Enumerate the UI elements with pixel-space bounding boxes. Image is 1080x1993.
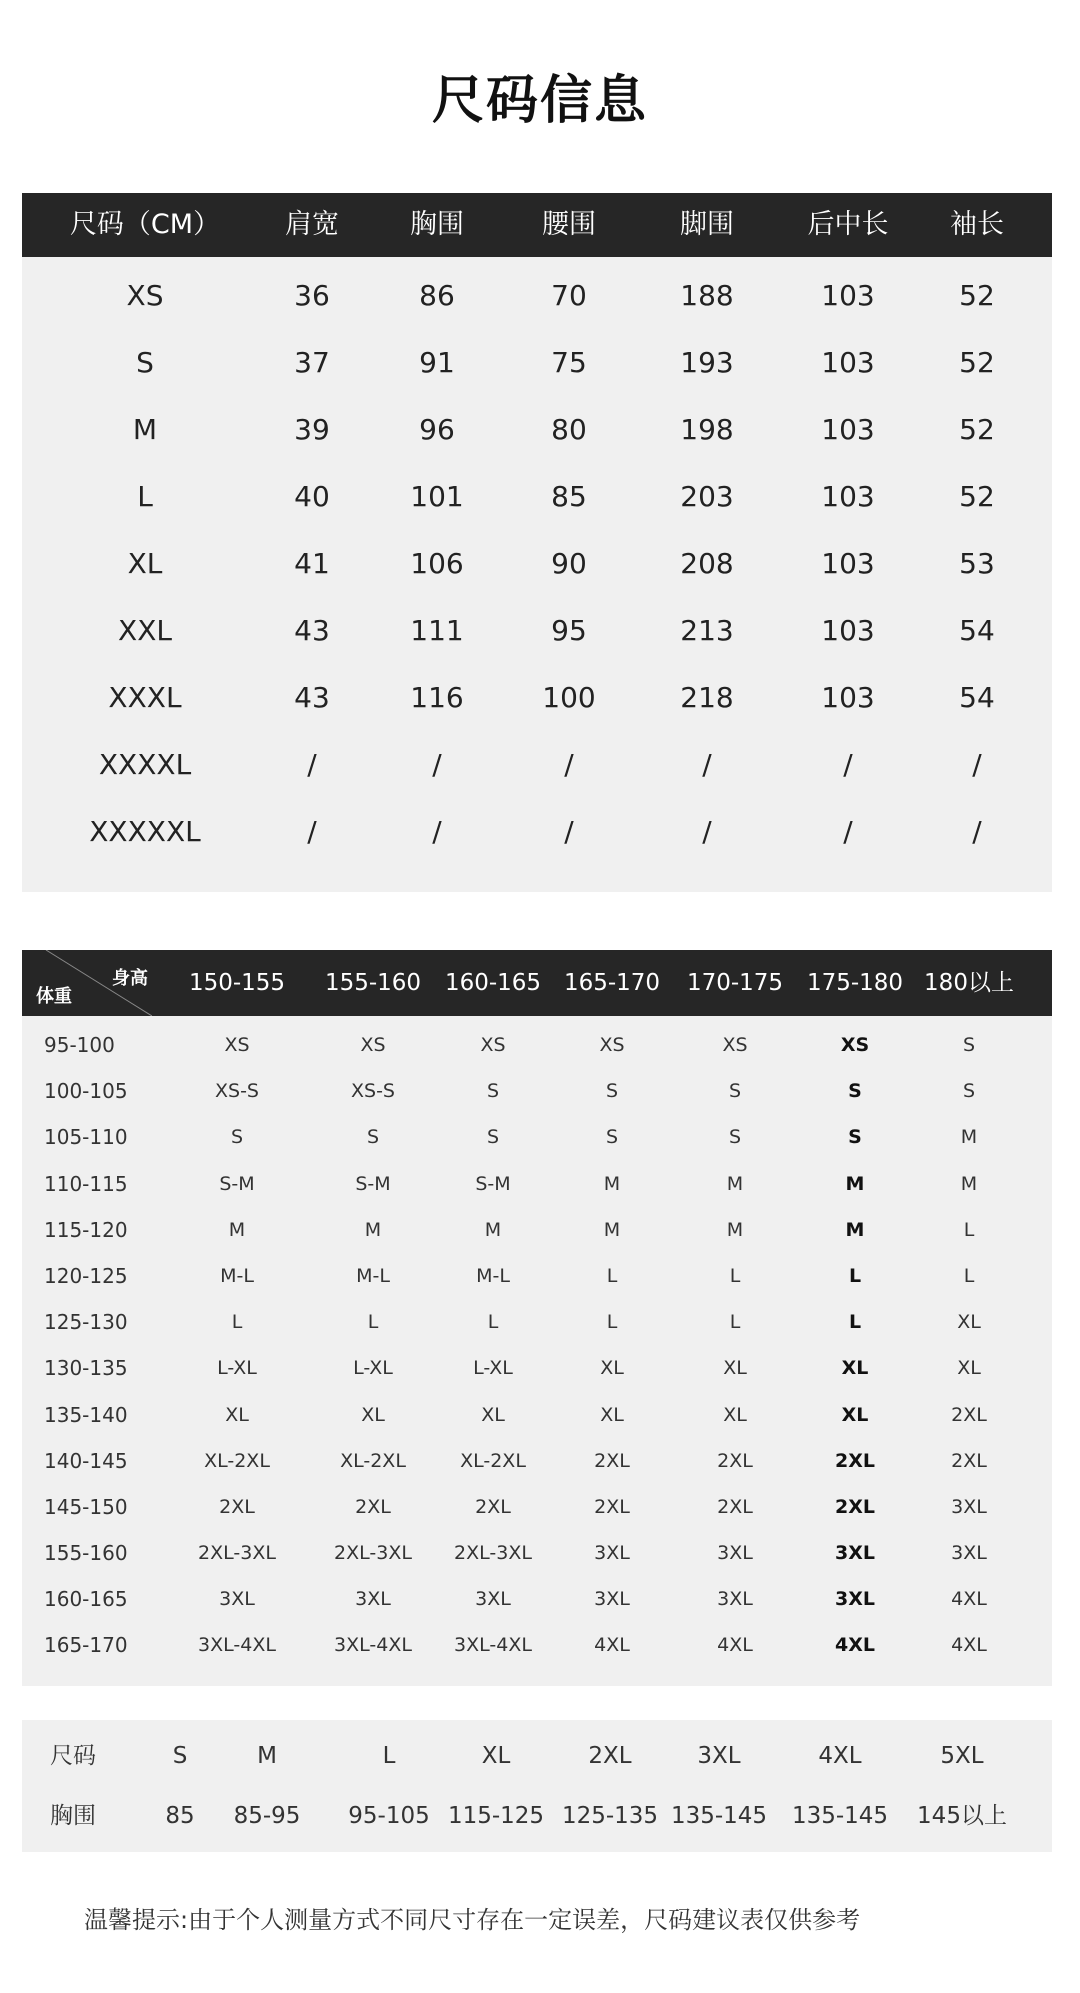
page-title: 尺码信息 xyxy=(431,71,648,131)
recommended-size-cell: L xyxy=(963,1218,975,1241)
weight-range-label: 160-165 xyxy=(44,1587,128,1612)
recommended-size-cell: XS xyxy=(480,1034,506,1056)
weight-corner-label: 体重 xyxy=(36,986,72,1007)
table-row xyxy=(22,1299,1052,1345)
measurement-cell: 85 xyxy=(551,480,587,513)
recommended-size-cell: M-L xyxy=(356,1264,390,1287)
recommended-size-cell: S xyxy=(605,1080,619,1103)
recommended-size-cell: S xyxy=(728,1080,742,1103)
recommended-size-cell: XS xyxy=(224,1034,250,1056)
weight-range-label: 110-115 xyxy=(44,1171,128,1196)
recommended-size-cell: 4XL xyxy=(951,1634,987,1657)
recommended-size-cell: 3XL-4XL xyxy=(454,1634,532,1657)
table-row xyxy=(22,731,1052,798)
recommended-size-cell: L xyxy=(848,1264,862,1287)
chest-table-size-row xyxy=(22,1726,1052,1786)
chest-cell: 145以上 xyxy=(917,1803,1007,1829)
recommended-size-cell: 3XL xyxy=(835,1542,875,1565)
recommended-size-cell: 2XL-3XL xyxy=(198,1542,276,1565)
recommended-size-cell: 3XL xyxy=(951,1495,987,1518)
recommended-size-cell: M xyxy=(484,1218,502,1241)
size-table-header-cell: 后中长 xyxy=(807,209,889,240)
measurement-cell: / xyxy=(702,748,712,781)
size-cell: XL xyxy=(481,1743,511,1769)
recommended-size-cell: XL xyxy=(600,1403,624,1426)
measurement-cell: 111 xyxy=(410,614,464,647)
chest-row-label: 胸围 xyxy=(50,1803,96,1829)
weight-range-label: 105-110 xyxy=(44,1125,128,1150)
table-row xyxy=(22,262,1052,329)
measurement-cell: 103 xyxy=(821,681,875,714)
recommended-size-cell: XL xyxy=(723,1403,747,1426)
weight-range-label: 140-145 xyxy=(44,1448,128,1473)
measurement-cell: 101 xyxy=(410,480,464,513)
size-table-header xyxy=(22,193,1052,257)
size-table-header-cell: 袖长 xyxy=(950,209,1004,240)
recommended-size-cell: XL xyxy=(957,1357,981,1380)
recommend-table xyxy=(22,950,1052,1686)
recommended-size-cell: 2XL xyxy=(594,1449,630,1472)
size-table-header-cell: 腰围 xyxy=(542,209,596,240)
size-label: L xyxy=(137,480,153,513)
recommended-size-cell: 3XL-4XL xyxy=(334,1634,412,1657)
recommended-size-cell: L xyxy=(487,1311,499,1334)
recommended-size-cell: S xyxy=(962,1034,976,1056)
table-row xyxy=(22,664,1052,731)
recommended-size-cell: S-M xyxy=(219,1172,255,1195)
measurement-cell: 103 xyxy=(821,279,875,312)
measurement-cell: 90 xyxy=(551,547,587,580)
table-row xyxy=(22,1484,1052,1530)
measurement-cell: 103 xyxy=(821,614,875,647)
weight-range-label: 135-140 xyxy=(44,1402,128,1427)
table-row xyxy=(22,597,1052,664)
measurement-cell: 37 xyxy=(294,346,330,379)
recommended-size-cell: XL xyxy=(481,1403,505,1426)
recommended-size-cell: 2XL xyxy=(355,1495,391,1518)
height-range-header: 150-155 xyxy=(188,970,286,996)
recommended-size-cell: S xyxy=(230,1126,244,1149)
recommended-size-cell: XS xyxy=(722,1034,748,1056)
recommended-size-cell: 3XL xyxy=(717,1542,753,1565)
chest-table-chest-row xyxy=(22,1786,1052,1846)
table-row xyxy=(22,1576,1052,1622)
measurement-cell: 52 xyxy=(959,279,995,312)
measurement-cell: 193 xyxy=(680,346,734,379)
table-row xyxy=(22,1068,1052,1114)
table-row xyxy=(22,1622,1052,1668)
recommended-size-cell: M-L xyxy=(220,1264,254,1287)
measurement-cell: 218 xyxy=(680,681,734,714)
recommended-size-cell: XL xyxy=(841,1403,869,1426)
recommended-size-cell: S xyxy=(486,1080,500,1103)
recommended-size-cell: XS xyxy=(840,1034,870,1056)
recommended-size-cell: L xyxy=(606,1311,618,1334)
chest-cell: 85-95 xyxy=(233,1803,301,1829)
measurement-cell: / xyxy=(564,815,574,848)
recommended-size-cell: S xyxy=(962,1080,976,1103)
recommended-size-cell: 4XL xyxy=(951,1588,987,1611)
size-cell: 5XL xyxy=(940,1743,984,1769)
recommended-size-cell: L xyxy=(231,1311,243,1334)
size-cell: L xyxy=(382,1743,396,1769)
recommended-size-cell: L xyxy=(848,1311,862,1334)
recommended-size-cell: 2XL xyxy=(594,1495,630,1518)
measurement-cell: 41 xyxy=(294,547,330,580)
recommended-size-cell: S xyxy=(605,1126,619,1149)
recommended-size-cell: S xyxy=(848,1080,862,1103)
weight-range-label: 115-120 xyxy=(44,1217,128,1242)
size-table-header-cell: 脚围 xyxy=(680,209,734,240)
measurement-cell: 95 xyxy=(551,614,587,647)
measurement-cell: 198 xyxy=(680,413,734,446)
chest-cell: 135-145 xyxy=(670,1803,768,1829)
weight-range-label: 120-125 xyxy=(44,1263,128,1288)
measurement-cell: 43 xyxy=(294,681,330,714)
measurement-cell: / xyxy=(564,748,574,781)
recommended-size-cell: 3XL xyxy=(219,1588,255,1611)
table-row xyxy=(22,1530,1052,1576)
recommend-table-body xyxy=(22,1016,1052,1669)
recommended-size-cell: M xyxy=(960,1172,978,1195)
size-cell: 3XL xyxy=(697,1743,741,1769)
recommended-size-cell: S-M xyxy=(355,1172,391,1195)
size-label: XXXXL xyxy=(98,748,192,781)
measurement-cell: 103 xyxy=(821,346,875,379)
measurement-cell: / xyxy=(432,748,442,781)
size-label: XXXL xyxy=(108,681,182,714)
recommended-size-cell: M-L xyxy=(476,1264,510,1287)
size-table-header-cell: 肩宽 xyxy=(285,209,339,240)
recommended-size-cell: S-M xyxy=(475,1172,511,1195)
recommended-size-cell: 2XL xyxy=(219,1495,255,1518)
recommended-size-cell: 3XL-4XL xyxy=(198,1634,276,1657)
weight-range-label: 130-135 xyxy=(44,1356,128,1381)
measurement-cell: 80 xyxy=(551,413,587,446)
measurement-cell: / xyxy=(702,815,712,848)
table-row xyxy=(22,1114,1052,1160)
size-label: S xyxy=(136,346,154,379)
size-cell: 4XL xyxy=(818,1743,862,1769)
recommended-size-cell: L xyxy=(729,1264,741,1287)
height-corner-label: 身高 xyxy=(112,968,148,989)
recommended-size-cell: S xyxy=(366,1126,380,1149)
measurement-cell: 203 xyxy=(680,480,734,513)
recommended-size-cell: L xyxy=(367,1311,379,1334)
chest-cell: 135-145 xyxy=(791,1803,889,1829)
recommended-size-cell: 2XL xyxy=(835,1495,875,1518)
chest-table xyxy=(22,1720,1052,1852)
measurement-cell: / xyxy=(432,815,442,848)
height-range-header: 165-170 xyxy=(563,970,661,996)
recommended-size-cell: XL xyxy=(723,1357,747,1380)
recommended-size-cell: 3XL xyxy=(475,1588,511,1611)
recommended-size-cell: M xyxy=(726,1172,744,1195)
measurement-cell: 40 xyxy=(294,480,330,513)
recommended-size-cell: 2XL-3XL xyxy=(334,1542,412,1565)
measurement-cell: 52 xyxy=(959,346,995,379)
weight-range-label: 155-160 xyxy=(44,1541,128,1566)
table-row xyxy=(22,1207,1052,1253)
weight-range-label: 145-150 xyxy=(44,1494,128,1519)
recommended-size-cell: 4XL xyxy=(594,1634,630,1657)
measurement-cell: 54 xyxy=(959,681,995,714)
recommended-size-cell: 3XL xyxy=(835,1588,875,1611)
measurement-cell: 188 xyxy=(680,279,734,312)
measurement-cell: 53 xyxy=(959,547,995,580)
measurement-cell: 103 xyxy=(821,547,875,580)
measurement-cell: 116 xyxy=(410,681,464,714)
table-row xyxy=(22,329,1052,396)
recommended-size-cell: XL-2XL xyxy=(340,1449,406,1472)
recommended-size-cell: L-XL xyxy=(353,1357,393,1380)
chest-cell: 115-125 xyxy=(447,1803,545,1829)
recommended-size-cell: 2XL xyxy=(717,1449,753,1472)
size-cell: S xyxy=(172,1743,188,1769)
weight-range-label: 95-100 xyxy=(44,1033,115,1057)
recommended-size-cell: M xyxy=(845,1218,865,1241)
measurement-cell: 103 xyxy=(821,480,875,513)
weight-range-label: 100-105 xyxy=(44,1079,128,1104)
height-range-header: 175-180 xyxy=(806,970,904,996)
measurement-cell: 52 xyxy=(959,480,995,513)
measurement-cell: 86 xyxy=(419,279,455,312)
weight-range-label: 165-170 xyxy=(44,1633,128,1658)
measurement-cell: 208 xyxy=(680,547,734,580)
recommended-size-cell: XS-S xyxy=(351,1080,395,1103)
table-row xyxy=(22,396,1052,463)
size-row-label: 尺码 xyxy=(50,1743,96,1769)
recommended-size-cell: M xyxy=(364,1218,382,1241)
recommended-size-cell: 4XL xyxy=(717,1634,753,1657)
size-label: XXL xyxy=(118,614,172,647)
recommend-table-header xyxy=(22,950,1052,1016)
measurement-cell: / xyxy=(307,815,317,848)
measurement-cell: 70 xyxy=(551,279,587,312)
recommended-size-cell: XL xyxy=(225,1403,249,1426)
measurement-cell: 100 xyxy=(542,681,596,714)
measurement-cell: / xyxy=(972,815,982,848)
measurement-cell: / xyxy=(843,748,853,781)
height-range-header: 180以上 xyxy=(924,970,1014,996)
recommended-size-cell: 2XL xyxy=(951,1403,987,1426)
weight-range-label: 125-130 xyxy=(44,1310,128,1335)
measurement-cell: / xyxy=(972,748,982,781)
recommended-size-cell: XL-2XL xyxy=(460,1449,526,1472)
recommended-size-cell: L xyxy=(606,1264,618,1287)
recommended-size-cell: 3XL xyxy=(594,1588,630,1611)
recommended-size-cell: XS xyxy=(599,1034,625,1056)
measurement-cell: 75 xyxy=(551,346,587,379)
recommended-size-cell: 2XL xyxy=(717,1495,753,1518)
recommended-size-cell: S xyxy=(848,1126,862,1149)
size-cell: M xyxy=(257,1743,277,1769)
chest-cell: 95-105 xyxy=(348,1803,430,1829)
table-row xyxy=(22,463,1052,530)
size-note: 温馨提示:由于个人测量方式不同尺寸存在一定误差，尺码建议表仅供参考 xyxy=(84,1906,861,1934)
size-cell: 2XL xyxy=(588,1743,632,1769)
recommended-size-cell: XL xyxy=(841,1357,869,1380)
measurement-cell: 43 xyxy=(294,614,330,647)
recommended-size-cell: L xyxy=(963,1264,975,1287)
measurement-cell: / xyxy=(843,815,853,848)
recommended-size-cell: XL-2XL xyxy=(204,1449,270,1472)
recommended-size-cell: 2XL xyxy=(835,1449,875,1472)
recommended-size-cell: 3XL xyxy=(951,1542,987,1565)
recommended-size-cell: M xyxy=(845,1172,865,1195)
size-table xyxy=(22,193,1052,892)
height-range-header: 160-165 xyxy=(444,970,542,996)
recommended-size-cell: XL xyxy=(957,1311,981,1334)
table-row xyxy=(22,1345,1052,1391)
size-label: M xyxy=(132,413,158,446)
table-row xyxy=(22,1161,1052,1207)
recommended-size-cell: M xyxy=(228,1218,246,1241)
height-range-header: 155-160 xyxy=(324,970,422,996)
recommended-size-cell: 2XL xyxy=(475,1495,511,1518)
height-range-header: 170-175 xyxy=(686,970,784,996)
recommended-size-cell: M xyxy=(603,1218,621,1241)
measurement-cell: 103 xyxy=(821,413,875,446)
recommended-size-cell: XS-S xyxy=(215,1080,259,1103)
size-label: XXXXXL xyxy=(89,815,201,848)
recommended-size-cell: 2XL-3XL xyxy=(454,1542,532,1565)
table-row xyxy=(22,1022,1052,1068)
measurement-cell: 213 xyxy=(680,614,734,647)
measurement-cell: 91 xyxy=(419,346,455,379)
size-table-header-cell: 尺码（CM） xyxy=(69,209,221,240)
recommended-size-cell: 3XL xyxy=(717,1588,753,1611)
table-row xyxy=(22,530,1052,597)
recommended-size-cell: 4XL xyxy=(835,1634,875,1657)
measurement-cell: 106 xyxy=(410,547,464,580)
table-row xyxy=(22,1438,1052,1484)
recommended-size-cell: M xyxy=(960,1126,978,1149)
recommended-size-cell: M xyxy=(726,1218,744,1241)
chest-cell: 85 xyxy=(165,1803,195,1829)
measurement-cell: 54 xyxy=(959,614,995,647)
recommended-size-cell: XL xyxy=(361,1403,385,1426)
table-row xyxy=(22,1392,1052,1438)
size-table-header-cell: 胸围 xyxy=(410,209,464,240)
recommended-size-cell: S xyxy=(486,1126,500,1149)
recommended-size-cell: 2XL xyxy=(951,1449,987,1472)
chest-cell: 125-135 xyxy=(561,1803,659,1829)
measurement-cell: 52 xyxy=(959,413,995,446)
recommended-size-cell: XL xyxy=(600,1357,624,1380)
recommended-size-cell: 3XL xyxy=(594,1542,630,1565)
size-label: XS xyxy=(126,279,164,312)
table-row xyxy=(22,1253,1052,1299)
measurement-cell: 96 xyxy=(419,413,455,446)
measurement-cell: 39 xyxy=(294,413,330,446)
table-row xyxy=(22,798,1052,865)
size-label: XL xyxy=(127,547,163,580)
recommended-size-cell: L-XL xyxy=(473,1357,513,1380)
measurement-cell: 36 xyxy=(294,279,330,312)
recommended-size-cell: M xyxy=(603,1172,621,1195)
recommended-size-cell: L xyxy=(729,1311,741,1334)
size-table-body xyxy=(22,257,1052,865)
measurement-cell: / xyxy=(307,748,317,781)
recommended-size-cell: 3XL xyxy=(355,1588,391,1611)
recommended-size-cell: S xyxy=(728,1126,742,1149)
recommended-size-cell: L-XL xyxy=(217,1357,257,1380)
recommended-size-cell: XS xyxy=(360,1034,386,1056)
